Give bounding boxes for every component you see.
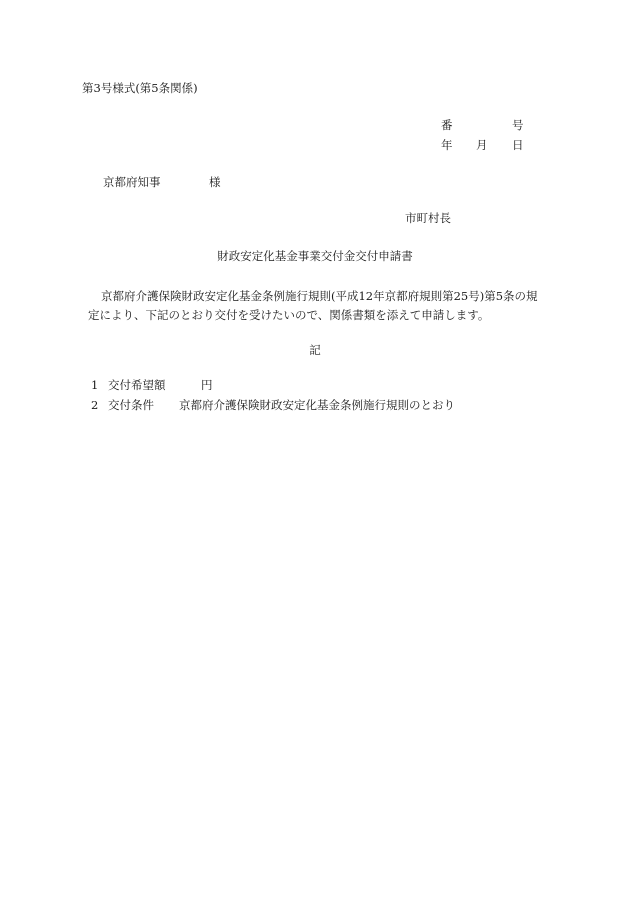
body-paragraph (88, 287, 558, 325)
ki-heading: 記 (309, 343, 321, 357)
number-label-gou: 号 (512, 118, 524, 132)
number-row (441, 118, 524, 138)
body-line-2: 定により、下記のとおり交付を受けたいので、関係書類を添えて申請します。 (88, 308, 490, 322)
date-label-month: 月 (476, 138, 488, 152)
item-label: 交付条件 (108, 398, 154, 412)
body-line-1: 京都府介護保険財政安定化基金条例施行規則(平成12年京都府規則第25号)第5条の規 (101, 289, 538, 303)
date-label-day: 日 (512, 138, 524, 152)
document-title: 財政安定化基金事業交付金交付申請書 (217, 249, 413, 263)
item-value: 円 (201, 378, 213, 392)
item-value: 京都府介護保険財政安定化基金条例施行規則のとおり (179, 398, 455, 412)
item-label: 交付希望額 (108, 378, 166, 392)
addressee-honorific: 様 (209, 175, 221, 189)
sender: 市町村長 (405, 211, 451, 225)
form-number: 第3号様式(第5条関係) (82, 81, 198, 95)
number-label-ban: 番 (441, 118, 453, 132)
item-number: 2 (91, 398, 99, 412)
date-label-year: 年 (441, 138, 453, 152)
item-number: 1 (91, 378, 99, 392)
date-row (441, 138, 524, 158)
addressee (103, 175, 221, 189)
number-date-block (441, 118, 524, 158)
addressee-name: 京都府知事 (103, 175, 161, 189)
